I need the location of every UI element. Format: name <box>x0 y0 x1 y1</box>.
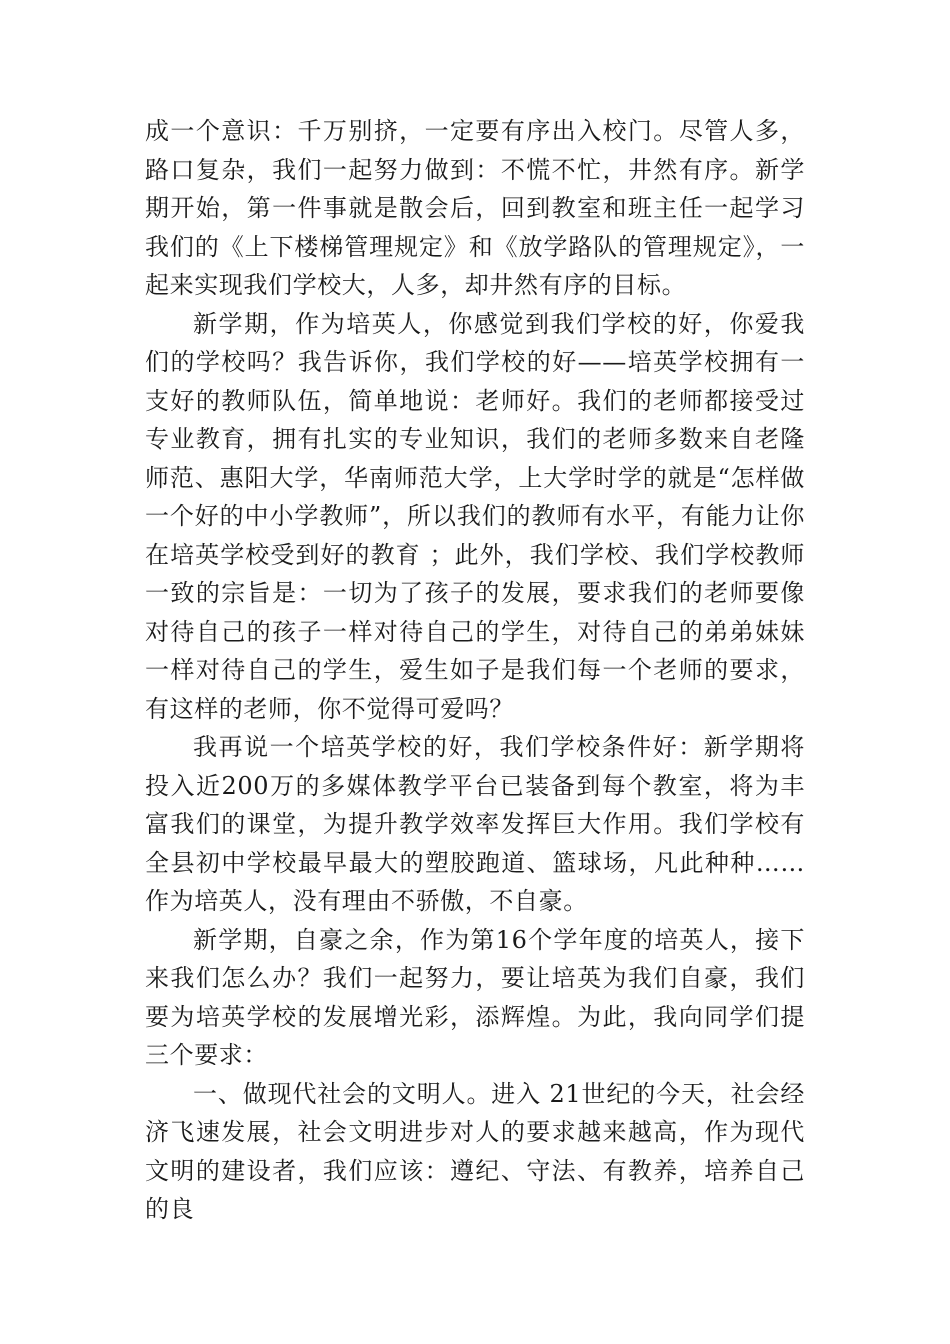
paragraph-3: 我再说一个培英学校的好，我们学校条件好：新学期将投入近200万的多媒体教学平台已装备到每个教室，将为丰富我们的课堂，为提升教学效率发挥巨大作用。我们学校有全县初中学校最早最大的塑胶跑道、篮球场，凡此种种……作为培英人，没有理由不骄傲，不自豪。 <box>145 733 805 915</box>
paragraph-2: 新学期，作为培英人，你感觉到我们学校的好，你爱我们的学校吗？我告诉你，我们学校的好——培英学校拥有一支好的教师队伍，简单地说：老师好。我们的老师都接受过专业教育，拥有扎实的专业知识，我们的老师多数来自老隆师范、惠阳大学，华南师范大学，上大学时学的就是“怎样做一个好的中小学教师”，所以我们的教师有水平，有能力让你在培英学校受到好的教育 ；此外，我们学校、我们学校教师一致的宗旨是：一切为了孩子的发展，要求我们的老师要像对待自己的孩子一样对待自己的学生，对待自己的弟弟妹妹一样对待自己的学生，爱生如子是我们每一个老师的要求，有这样的老师，你不觉得可爱吗？ <box>145 309 805 723</box>
paragraph-4: 新学期，自豪之余，作为第16个学年度的培英人，接下来我们怎么办？我们一起努力，要让培英为我们自豪，我们要为培英学校的发展增光彩，添辉煌。为此，我向同学们提三个要求： <box>145 925 805 1069</box>
document-page <box>145 112 805 1229</box>
paragraph-1: 成一个意识：千万别挤，一定要有序出入校门。尽管人多，路口复杂，我们一起努力做到：不慌不忙，井然有序。新学期开始，第一件事就是散会后，回到教室和班主任一起学习我们的《上下楼梯管理规定》和《放学路队的管理规定》，一起来实现我们学校大，人多，却井然有序的目标。 <box>145 117 805 299</box>
paragraph-5: 一、做现代社会的文明人。进入 21世纪的今天，社会经济飞速发展，社会文明进步对人的要求越来越高，作为现代文明的建设者，我们应该：遵纪、守法、有教养，培养自己的良 <box>145 1079 805 1223</box>
